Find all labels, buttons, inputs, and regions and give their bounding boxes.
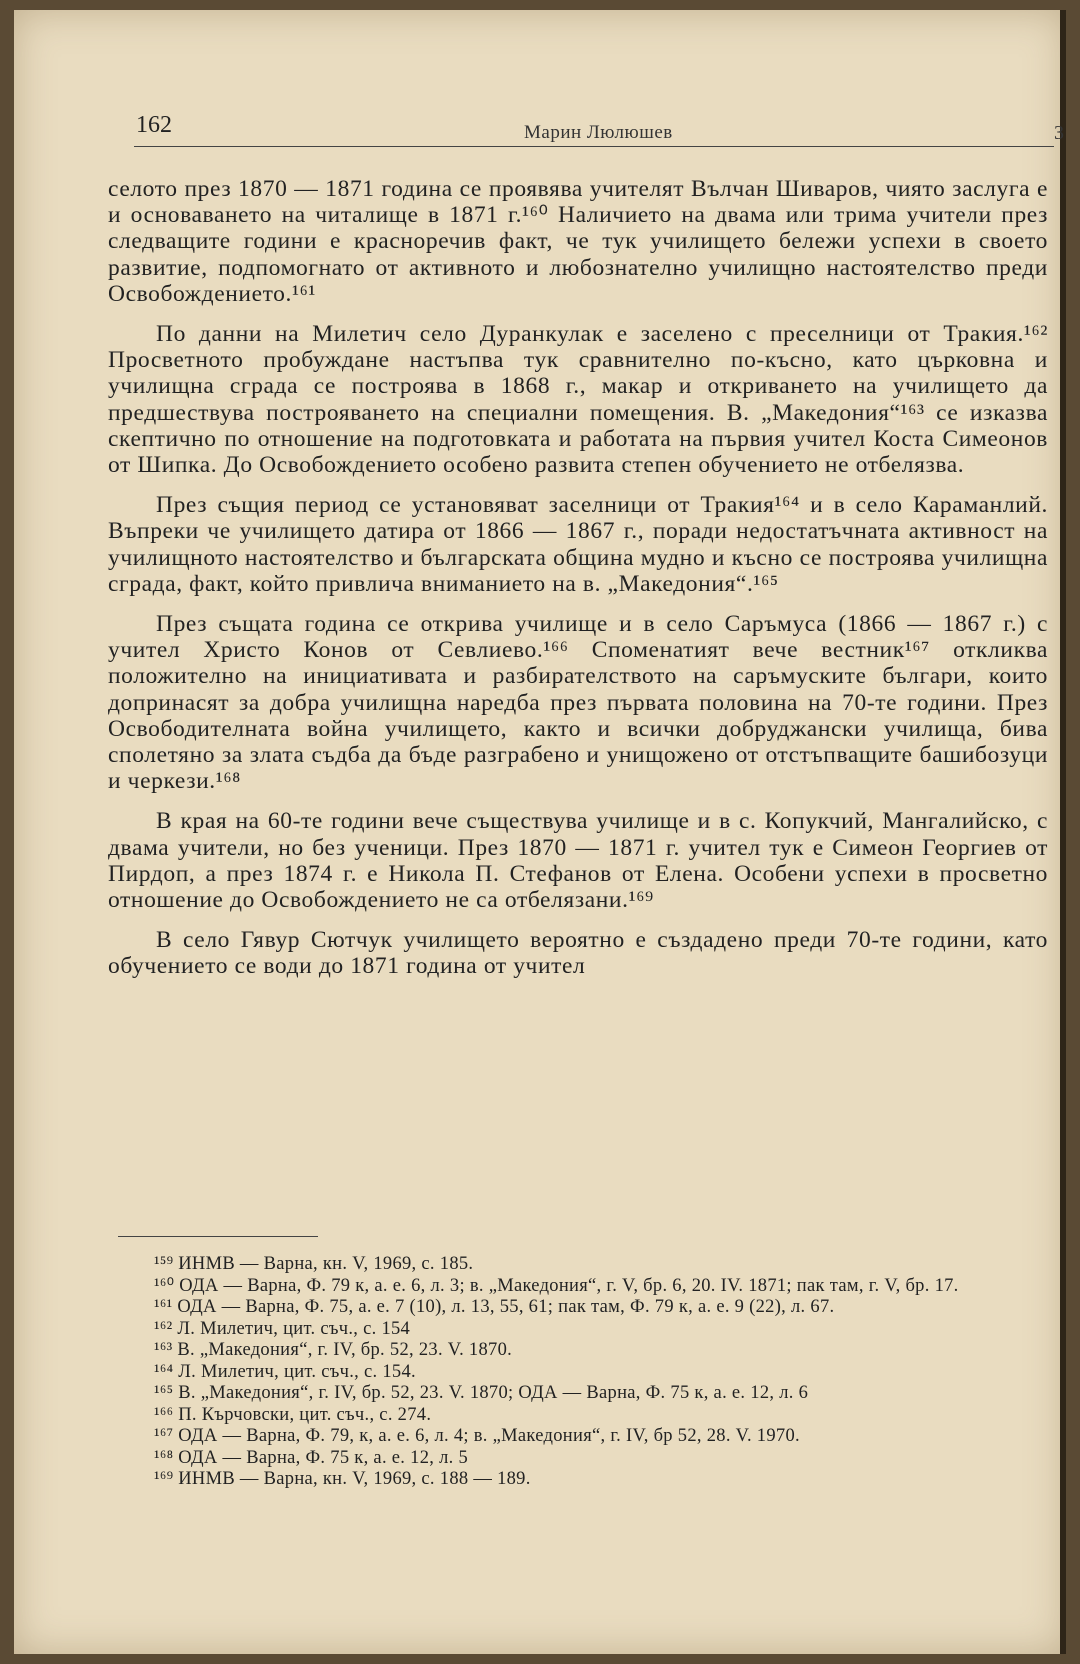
footnote: ¹⁶⁸ ОДА — Варна, Ф. 75 к, а. е. 12, л. 5 — [154, 1447, 469, 1468]
footnote: ¹⁶³ В. „Македония“, г. IV, бр. 52, 23. V. 1870. — [154, 1340, 513, 1360]
footnote: ¹⁶² Л. Милетич, цит. съч., с. 154 — [154, 1318, 411, 1339]
footnote: ¹⁶⁴ Л. Милетич, цит. съч., с. 154. — [154, 1361, 416, 1382]
footnote-separator — [118, 1236, 318, 1237]
footnote: ¹⁶⁵ В. „Македония“, г. IV, бр. 52, 23. V. 1870; ОДА — Варна, Ф. 75 к, а. е. 12, л. 6 — [154, 1383, 809, 1403]
paragraph: През същата година се открива училище и в село Саръмуса (1866 — 1867 г.) с учител Христо Конов от Севлиево.¹⁶⁶ Споменатият вече вестник¹⁶⁷ откликва положително на инициативата и разбирателството на саръмуските българи, които допринасят за добра училищна наредба през първата половина на 70-те години. През Освободителната война училището, както и всички добруджански училища, бива сполетяно за злата съдба да бъде разграбено и унищожено от отстъпващите башибозуци и черкези.¹⁶⁸ — [108, 611, 1048, 795]
main-text — [108, 176, 1048, 994]
paragraph: В края на 60-те години вече съществува училище и в с. Копукчий, Мангалийско, с двама учители, но без ученици. През 1870 — 1871 г. учител тук е Симеон Георгиев от Пирдоп, а през 1874 г. е Никола П. Стефанов от Елена. Особени успехи в просветно отношение до Освобождението не са отбелязани.¹⁶⁹ — [108, 808, 1048, 914]
header-rule — [134, 146, 1054, 147]
footnote: ¹⁶⁶ П. Кърчовски, цит. съч., с. 274. — [154, 1404, 432, 1425]
paragraph: През същия период се установяват заселници от Тракия¹⁶⁴ и в село Караманлий. Въпреки че училището датира от 1866 — 1867 г., поради недостатъчната активност на училищното настоятелство и българската община мудно и късно се построява училищна сграда, факт, който привлича вниманието на в. „Македония“.¹⁶⁵ — [108, 492, 1048, 597]
running-head-cut-char: 3 — [1054, 122, 1064, 144]
footnotes — [118, 1254, 1043, 1491]
page-edge-shadow — [1060, 10, 1066, 1654]
footnote: ¹⁶⁹ ИНМВ — Варна, кн. V, 1969, с. 188 — 189. — [154, 1469, 531, 1489]
paragraph: По данни на Милетич село Дуранкулак е заселено с преселници от Тракия.¹⁶² Просветното пробуждане настъпва тук сравнително по-късно, като църковна и училищна сграда се построява в 1868 г., макар и откриването на училището да предшествува построяването на специални помещения. В. „Македония“¹⁶³ се изказва скептично по отношение на подготовката и работата на първия учител Коста Симеонов от Шипка. До Освобождението особено развита степен обучението не отбелязва. — [108, 321, 1048, 479]
paragraph: селото през 1870 — 1871 година се проявява учителят Вълчан Шиваров, чиято заслуга е и основаването на читалище в 1871 г.¹⁶⁰ Наличието на двама или трима учители през следващите години е красноречив факт, че тук училището бележи успехи в своето развитие, подпомогнато от активното и любознателно училищно настоятелство преди Освобождението.¹⁶¹ — [108, 176, 1048, 307]
footnote: ¹⁵⁹ ИНМВ — Варна, кн. V, 1969, с. 185. — [154, 1254, 474, 1274]
page-header — [134, 110, 1064, 150]
page-number: 162 — [136, 112, 172, 138]
paragraph: В село Гявур Сютчук училището вероятно е създадено преди 70-те години, като обучението се води до 1871 година от учител — [108, 927, 1048, 980]
footnote: ¹⁶⁷ ОДА — Варна, Ф. 79, к, а. е. 6, л. 4; в. „Македония“, г. IV, бр 52, 28. V. 1970. — [154, 1426, 800, 1446]
footnote: ¹⁶⁰ ОДА — Варна, Ф. 79 к, а. е. 6, л. 3; в. „Македония“, г. V, бр. 6, 20. IV. 1871; пак там, г. V, бр. 17. — [154, 1275, 959, 1296]
footnote: ¹⁶¹ ОДА — Варна, Ф. 75, а. е. 7 (10), л. 13, 55, 61; пак там, Ф. 79 к, а. е. 9 (22), л. 67. — [154, 1297, 835, 1317]
running-head-author: Марин Люлюшев — [524, 122, 673, 143]
